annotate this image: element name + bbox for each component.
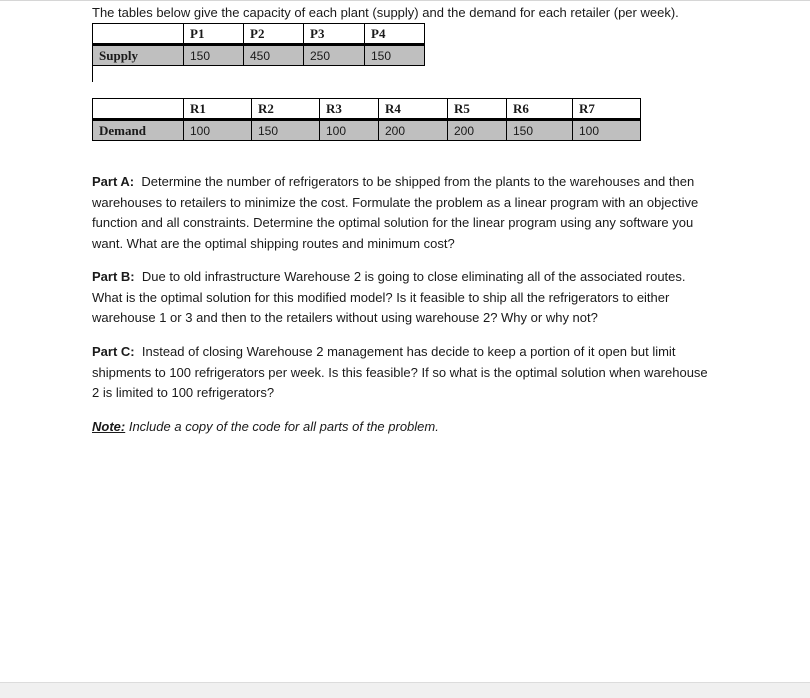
demand-header-r5: R5 bbox=[448, 99, 507, 120]
supply-header-p4: P4 bbox=[365, 24, 425, 45]
demand-header-r6: R6 bbox=[507, 99, 573, 120]
demand-value-r4: 200 bbox=[379, 120, 448, 141]
demand-value-r2: 150 bbox=[252, 120, 320, 141]
supply-value-p3: 250 bbox=[304, 45, 365, 66]
demand-header-r7: R7 bbox=[573, 99, 641, 120]
demand-value-r6: 150 bbox=[507, 120, 573, 141]
demand-value-row bbox=[93, 120, 641, 141]
top-rule bbox=[0, 0, 810, 1]
bottom-bar bbox=[0, 682, 810, 698]
part-c-paragraph bbox=[92, 342, 717, 404]
part-b-paragraph bbox=[92, 267, 717, 329]
part-a-label: Part A: bbox=[92, 174, 135, 189]
supply-header-p2: P2 bbox=[244, 24, 304, 45]
supply-header-row bbox=[93, 24, 425, 45]
part-c-text: Instead of closing Warehouse 2 management has decide to keep a portion of it open but limit shipments to 100 refrigerators per week. Is this feasible? If so what is the optimal solution when warehouse 2 is limited to 100 refrigerators? bbox=[92, 344, 708, 400]
note-paragraph bbox=[92, 417, 717, 438]
demand-value-r3: 100 bbox=[320, 120, 379, 141]
part-b-text: Due to old infrastructure Warehouse 2 is going to close eliminating all of the associated routes. What is the optimal solution for this modified model? Is it feasible to ship all the refrigerators to either warehouse 1 or 3 and then to the retailers without using warehouse 2? Why or why not? bbox=[92, 269, 686, 325]
supply-table bbox=[92, 23, 425, 66]
part-c-label: Part C: bbox=[92, 344, 135, 359]
demand-header-r3: R3 bbox=[320, 99, 379, 120]
supply-header-p3: P3 bbox=[304, 24, 365, 45]
demand-value-r7: 100 bbox=[573, 120, 641, 141]
demand-header-r1: R1 bbox=[184, 99, 252, 120]
supply-header-corner bbox=[93, 24, 184, 45]
note-label: Note: bbox=[92, 419, 126, 434]
supply-header-p1: P1 bbox=[184, 24, 244, 45]
demand-value-r5: 200 bbox=[448, 120, 507, 141]
supply-row-label: Supply bbox=[93, 45, 184, 66]
demand-header-row bbox=[93, 99, 641, 120]
table-stub-line bbox=[92, 64, 93, 82]
supply-value-p1: 150 bbox=[184, 45, 244, 66]
supply-value-p2: 450 bbox=[244, 45, 304, 66]
demand-header-r4: R4 bbox=[379, 99, 448, 120]
demand-value-r1: 100 bbox=[184, 120, 252, 141]
part-b-label: Part B: bbox=[92, 269, 135, 284]
supply-value-p4: 150 bbox=[365, 45, 425, 66]
part-a-text: Determine the number of refrigerators to be shipped from the plants to the warehouses and then warehouses to retailers to minimize the cost. Formulate the problem as a linear program with an objective function and all constraints. Determine the optimal solution for the linear program using any software you want. What are the optimal shipping routes and minimum cost? bbox=[92, 174, 699, 251]
note-text: Include a copy of the code for all parts of the problem. bbox=[125, 419, 439, 434]
demand-row-label: Demand bbox=[93, 120, 184, 141]
demand-header-r2: R2 bbox=[252, 99, 320, 120]
supply-value-row bbox=[93, 45, 425, 66]
demand-header-corner bbox=[93, 99, 184, 120]
part-a-paragraph bbox=[92, 172, 717, 254]
intro-text: The tables below give the capacity of each plant (supply) and the demand for each retailer (per week). bbox=[92, 5, 679, 20]
demand-table bbox=[92, 98, 641, 141]
